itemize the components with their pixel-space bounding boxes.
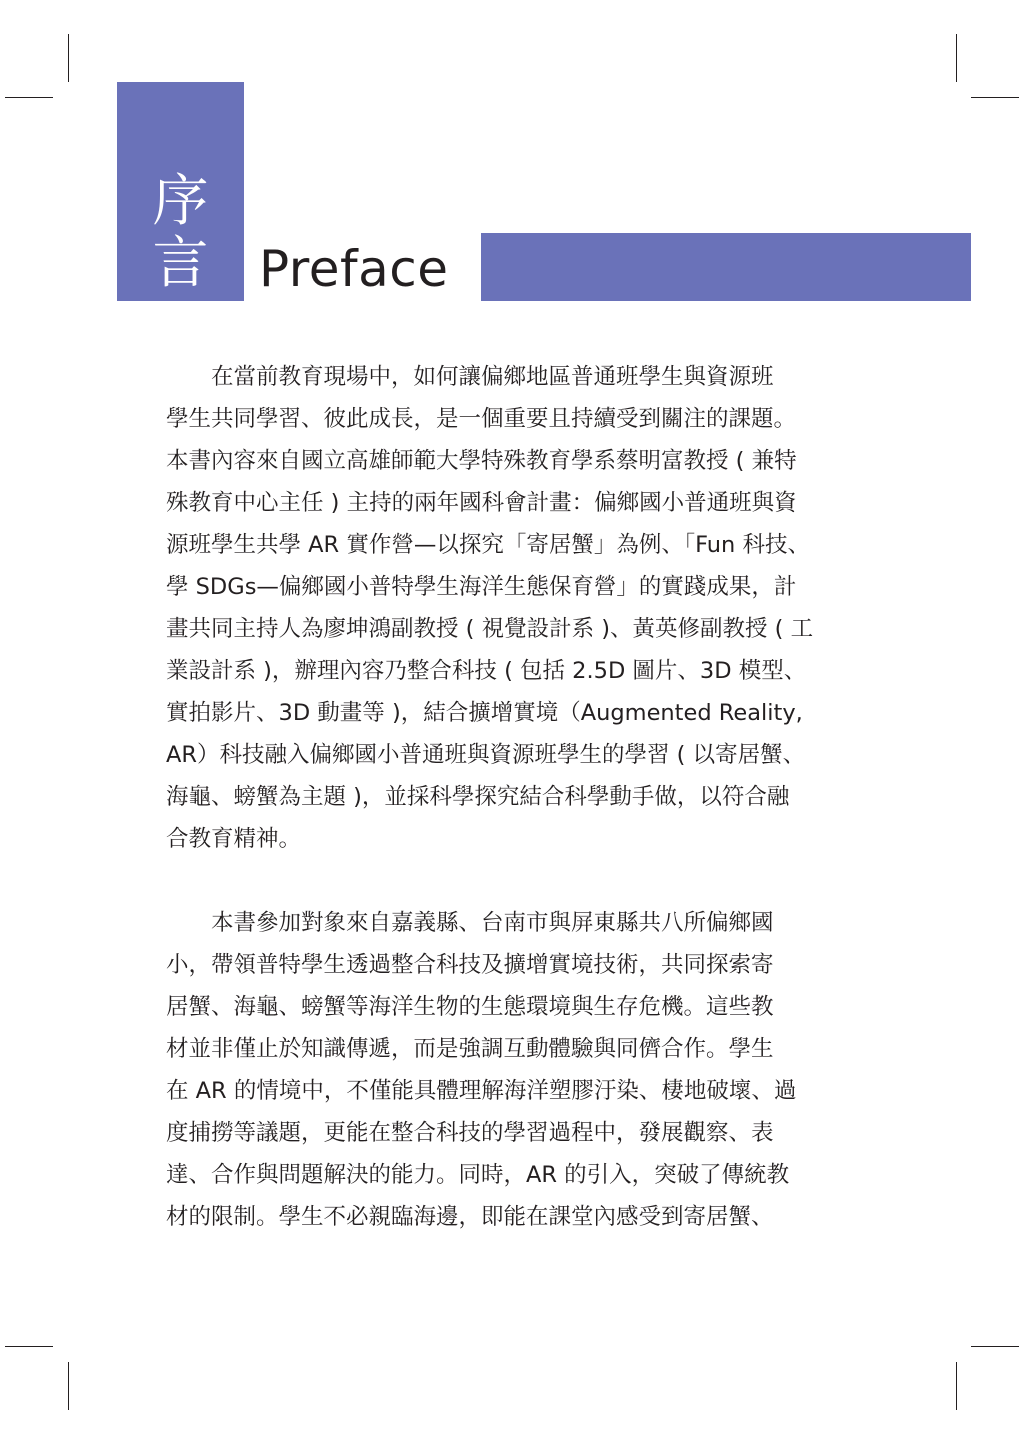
text-line: 材並非僅止於知識傳遞，而是強調互動體驗與同儕合作。學生 xyxy=(166,1036,774,1062)
crop-mark-top-right-vertical xyxy=(956,34,957,82)
text-line: 材的限制。學生不必親臨海邊，即能在課堂內感受到寄居蟹、 xyxy=(166,1204,774,1230)
crop-mark-bottom-right-vertical xyxy=(956,1362,957,1410)
text-line: 學 SDGs—偏鄉國小普特學生海洋生態保育營」的實踐成果，計 xyxy=(166,574,797,600)
text-line: 學生共同學習、彼此成長，是一個重要且持續受到關注的課題。 xyxy=(166,406,797,432)
title-accent-bar xyxy=(481,233,971,301)
text-line: 本書內容來自國立高雄師範大學特殊教育學系蔡明富教授 ( 兼特 xyxy=(166,448,797,474)
text-line: 畫共同主持人為廖坤鴻副教授 ( 視覺設計系 )、黃英修副教授 ( 工 xyxy=(166,616,814,642)
crop-mark-top-right-horizontal xyxy=(971,97,1019,98)
body-text xyxy=(166,356,862,1238)
paragraph-2 xyxy=(166,902,862,1238)
text-line: 度捕撈等議題，更能在整合科技的學習過程中，發展觀察、表 xyxy=(166,1120,774,1146)
text-line: 業設計系 )，辦理內容乃整合科技 ( 包括 2.5D 圖片、3D 模型、 xyxy=(166,658,807,684)
text-line: 在當前教育現場中，如何讓偏鄉地區普通班學生與資源班 xyxy=(166,364,774,390)
title-cjk-char-2: 言 xyxy=(152,231,209,296)
text-line: 小，帶領普特學生透過整合科技及擴增實境技術，共同探索寄 xyxy=(166,952,774,978)
crop-mark-bottom-left-horizontal xyxy=(5,1346,53,1347)
text-line: 居蟹、海龜、螃蟹等海洋生物的生態環境與生存危機。這些教 xyxy=(166,994,774,1020)
text-line: 殊教育中心主任 ) 主持的兩年國科會計畫：偏鄉國小普通班與資 xyxy=(166,490,797,516)
title-block xyxy=(117,82,244,301)
text-line: 源班學生共學 AR 實作營—以探究「寄居蟹」為例、「Fun 科技、 xyxy=(166,532,810,558)
text-line: 達、合作與問題解決的能力。同時，AR 的引入，突破了傳統教 xyxy=(166,1162,790,1188)
page-title: Preface xyxy=(259,240,449,298)
paragraph-1 xyxy=(166,356,862,860)
text-line: 實拍影片、3D 動畫等 )，結合擴增實境（Augmented Reality, xyxy=(166,700,803,726)
crop-mark-top-left-vertical xyxy=(68,34,69,82)
crop-mark-bottom-right-horizontal xyxy=(971,1346,1019,1347)
crop-mark-top-left-horizontal xyxy=(5,97,53,98)
text-line: 海龜、螃蟹為主題 )，並採科學探究結合科學動手做，以符合融 xyxy=(166,784,790,810)
crop-mark-bottom-left-vertical xyxy=(68,1362,69,1410)
text-line: 在 AR 的情境中，不僅能具體理解海洋塑膠汙染、棲地破壞、過 xyxy=(166,1078,797,1104)
text-line: 本書參加對象來自嘉義縣、台南市與屏東縣共八所偏鄉國 xyxy=(166,910,774,936)
text-line: AR）科技融入偏鄉國小普通班與資源班學生的學習 ( 以寄居蟹、 xyxy=(166,742,806,768)
text-line: 合教育精神。 xyxy=(166,826,302,852)
title-cjk-char-1: 序 xyxy=(152,169,209,234)
